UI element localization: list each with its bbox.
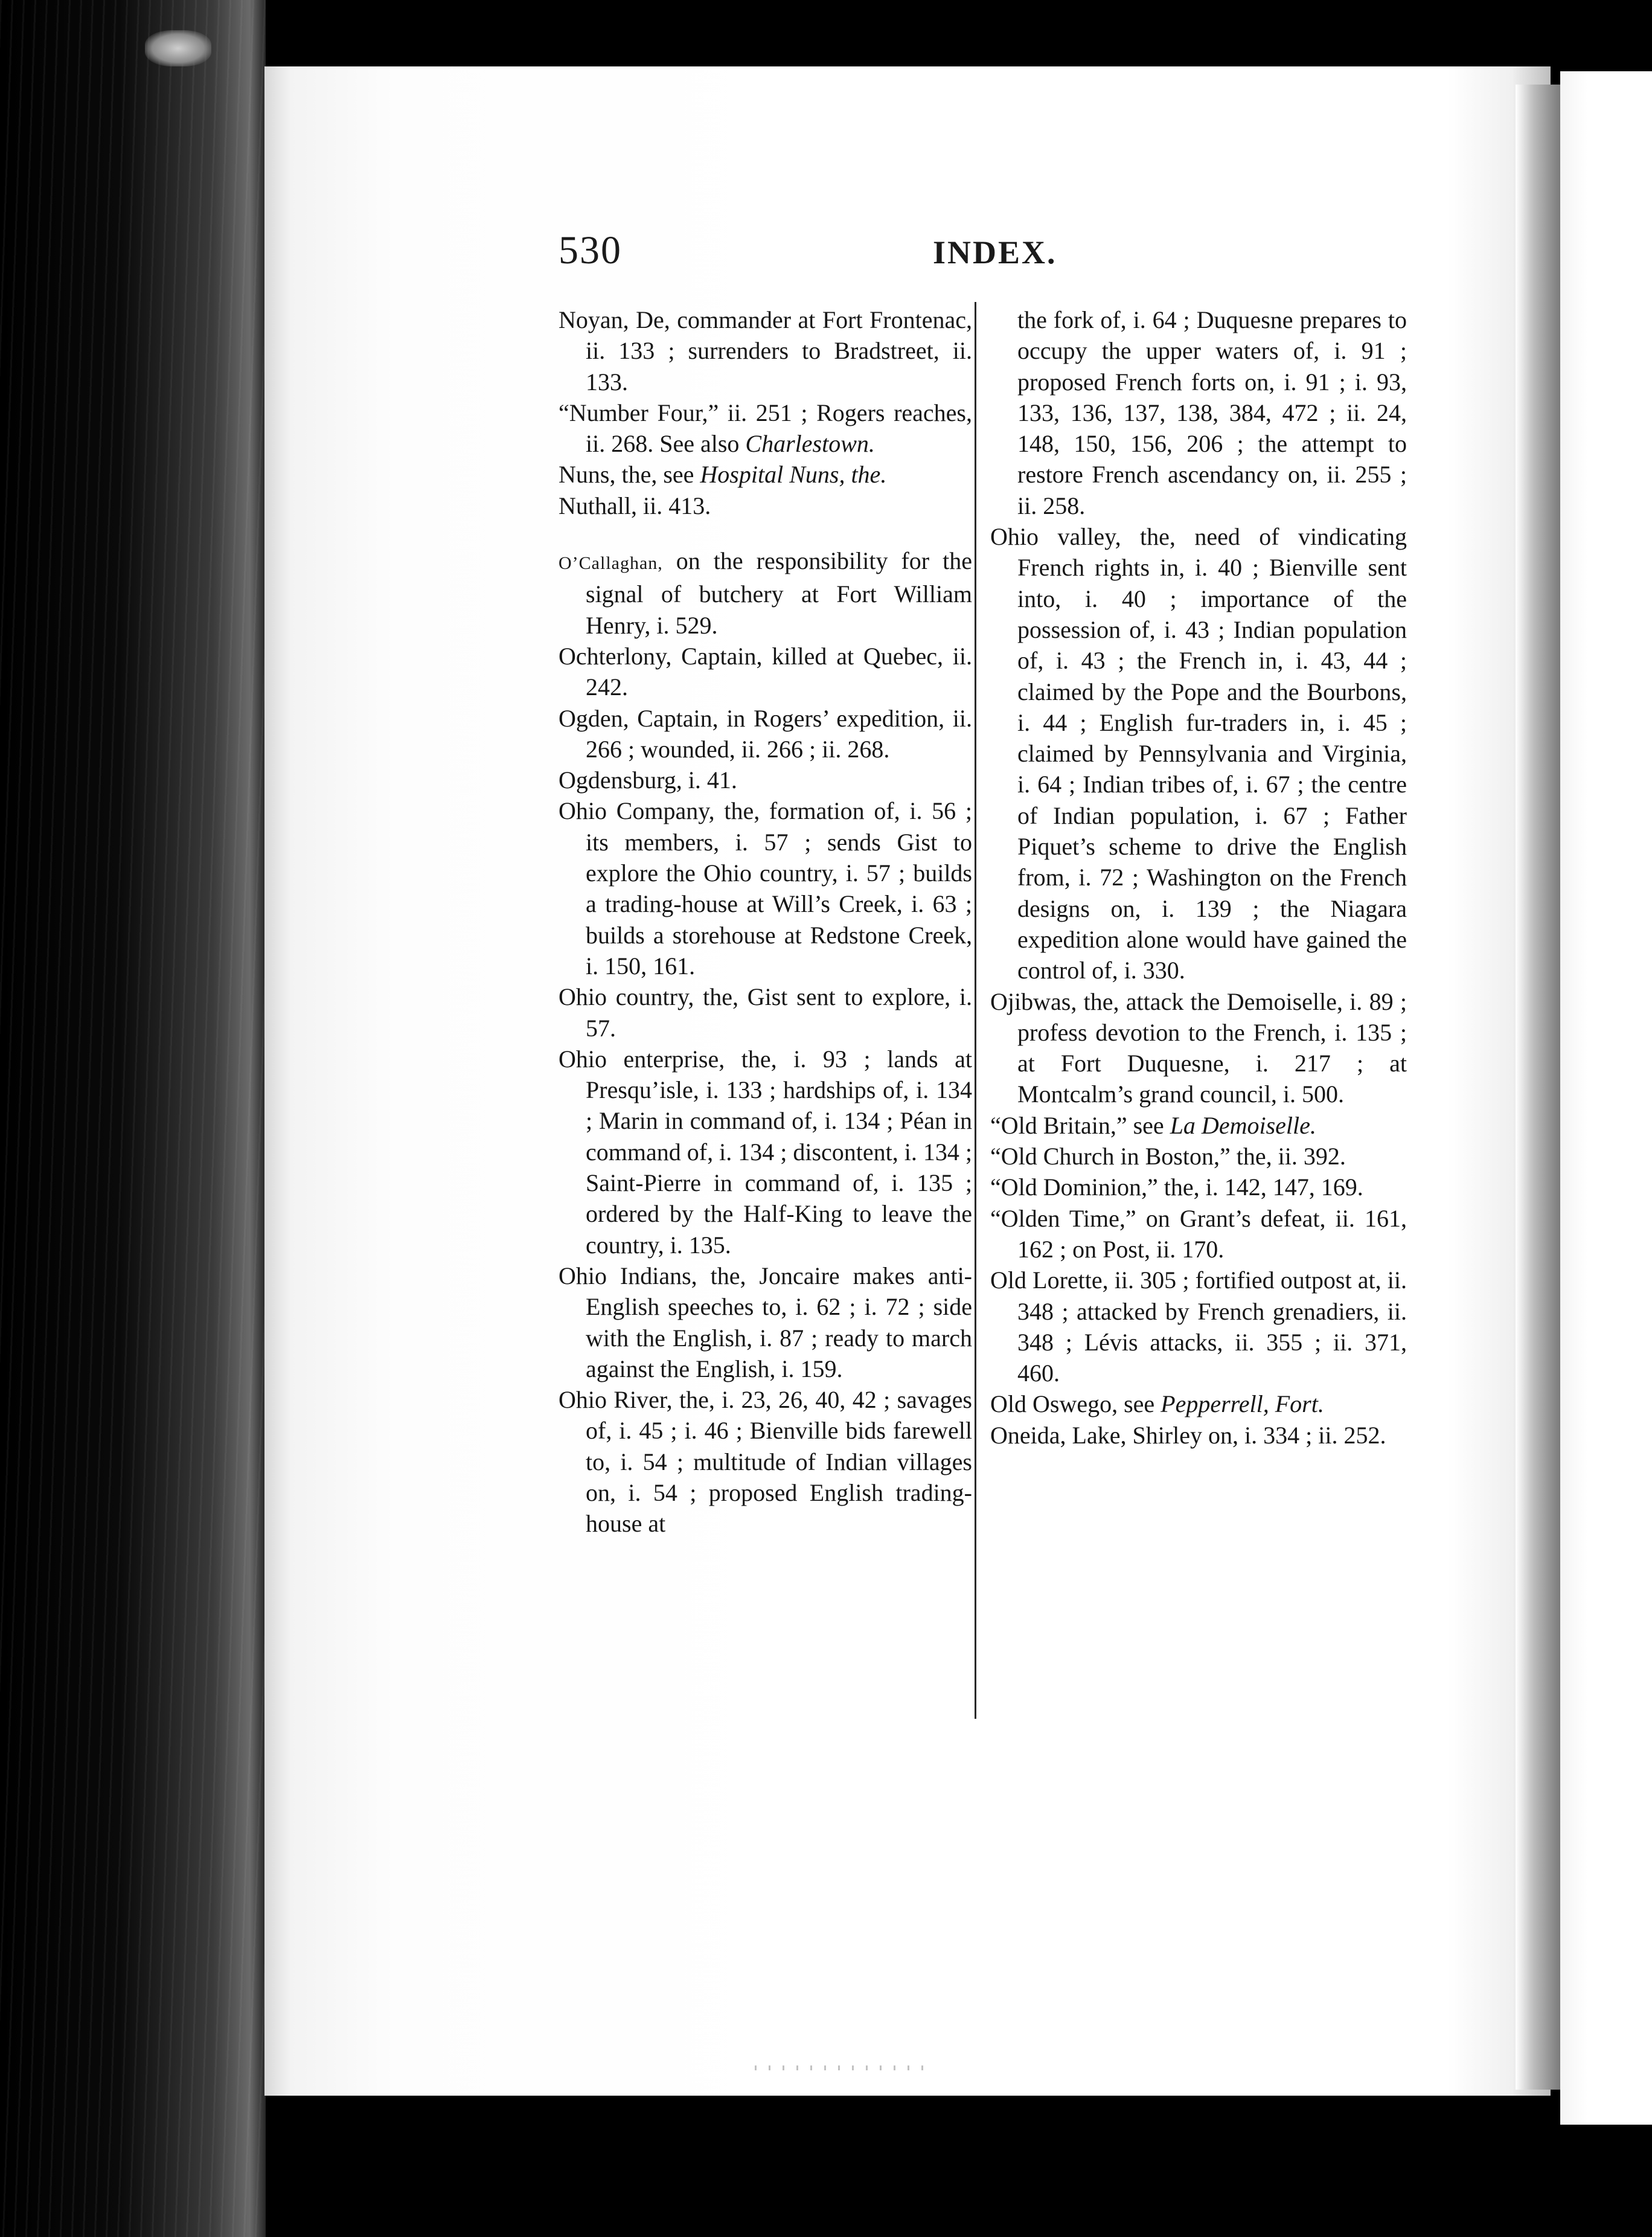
- entry-text: Nuns, the, see: [559, 461, 700, 489]
- index-entry: [990, 1388, 1407, 1419]
- facing-page: [1560, 71, 1652, 2125]
- index-entry: Ohio valley, the, need of vindicating French rights in, i. 40 ; Bienville sent into, i. 40 ; importance of the possession of, i. 43 ; Indian population of, i. 43 ; the French in, i. 43, 44 ; claimed by the Pope and the Bourbons, i. 44 ; English fur-traders in, i. 45 ; claimed by Pennsylvania and Virginia, i. 64 ; Indian tribes of, i. 67 ; the centre of Indian population, i. 67 ; Father Piquet’s scheme to drive the English from, i. 72 ; Washington on the French designs on, i. 139 ; the Niagara expedition alone would have gained the control of, i. 330.: [990, 523, 1407, 984]
- index-entry: Nuthall, ii. 413.: [559, 492, 711, 519]
- scan-specks: [755, 2065, 924, 2070]
- index-entry: [559, 397, 972, 460]
- index-column-left: [559, 304, 972, 1539]
- index-entry: Ohio enterprise, the, i. 93 ; lands at Presqu’isle, i. 133 ; hardships of, i. 134 ; Marin in command of, i. 134 ; Péan in command of, i. 134 ; discontent, i. 134 ; Saint-Pierre in command of, i. 135 ; ordered by the Half-King to leave the country, i. 135.: [559, 1045, 972, 1259]
- index-entry: Ohio Indians, the, Joncaire makes anti-English speeches to, i. 62 ; i. 72 ; side with the English, i. 87 ; ready to march against the English, i. 159.: [559, 1262, 972, 1382]
- index-entry: “Olden Time,” on Grant’s defeat, ii. 161, 162 ; on Post, ii. 170.: [990, 1204, 1407, 1263]
- scan-blemish: [145, 30, 211, 66]
- entry-text: commander at Fort Frontenac, ii. 133 ; surrenders to Bradstreet, ii. 133.: [586, 306, 972, 396]
- index-entry: “Old Church in Boston,” the, ii. 392.: [990, 1143, 1346, 1170]
- cross-reference: La Demoiselle.: [1170, 1111, 1316, 1139]
- index-entry: Ohio country, the, Gist sent to explore, i. 57.: [559, 983, 972, 1042]
- book-spine: [0, 0, 266, 2237]
- index-entry: [559, 545, 972, 641]
- entry-text: “Old Britain,” see: [990, 1111, 1170, 1139]
- entry-text: “Number Four,” ii. 251 ; Rogers reaches, ii. 268. See also: [559, 399, 972, 458]
- index-column-right: [990, 304, 1407, 1451]
- cross-reference: Charlestown.: [745, 430, 875, 458]
- index-entry: [990, 1110, 1407, 1141]
- index-entry: Old Lorette, ii. 305 ; fortified outpost at, ii. 348 ; attacked by French grenadiers, ii. 348 ; Lévis attacks, ii. 355 ; ii. 371, 460.: [990, 1266, 1407, 1387]
- entry-text: Old Oswego, see: [990, 1390, 1161, 1418]
- index-entry: [559, 459, 972, 490]
- index-entry: [559, 304, 972, 397]
- page-number: 530: [559, 228, 622, 272]
- entry-head: O’Callaghan,: [559, 553, 663, 574]
- index-entry: Oneida, Lake, Shirley on, i. 334 ; ii. 252.: [990, 1421, 1386, 1449]
- column-divider: [975, 302, 976, 1719]
- index-entry: Ogden, Captain, in Rogers’ expedition, ii. 266 ; wounded, ii. 266 ; ii. 268.: [559, 704, 972, 763]
- entry-head: Noyan, De,: [559, 306, 670, 333]
- facing-page-shadow: [1516, 85, 1560, 2090]
- index-entry: Ochterlony, Captain, killed at Quebec, ii. 242.: [559, 642, 972, 701]
- index-entry: Ohio Company, the, formation of, i. 56 ; its members, i. 57 ; sends Gist to explore the Ohio country, i. 57 ; builds a trading-house at Will’s Creek, i. 63 ; builds a storehouse at Redstone Creek, i. 150, 161.: [559, 797, 972, 980]
- cross-reference: Hospital Nuns, the.: [700, 461, 887, 489]
- index-entry-continuation: the fork of, i. 64 ; Duquesne prepares to occupy the upper waters of, i. 91 ; proposed French forts on, i. 91 ; i. 93, 133, 136, 137, 138, 384, 472 ; ii. 24, 148, 150, 156, 206 ; the attempt to restore French ascendancy on, ii. 255 ; ii. 258.: [1017, 306, 1407, 519]
- index-entry: Ohio River, the, i. 23, 26, 40, 42 ; savages of, i. 45 ; i. 46 ; Bienville bids farewell to, i. 54 ; multitude of Indian villages on, i. 54 ; proposed English trading-house at: [559, 1386, 972, 1538]
- running-head: INDEX.: [933, 234, 1057, 271]
- index-entry: Ojibwas, the, attack the Demoiselle, i. 89 ; profess devotion to the French, i. 135 ; at Fort Duquesne, i. 217 ; at Montcalm’s grand council, i. 500.: [990, 987, 1407, 1108]
- cross-reference: Pepperrell, Fort.: [1161, 1390, 1324, 1418]
- index-entry: “Old Dominion,” the, i. 142, 147, 169.: [990, 1173, 1363, 1201]
- index-entry: Ogdensburg, i. 41.: [559, 766, 737, 794]
- entry-text: on the responsibility for the signal of butchery at Fort William Henry, i. 529.: [586, 547, 972, 639]
